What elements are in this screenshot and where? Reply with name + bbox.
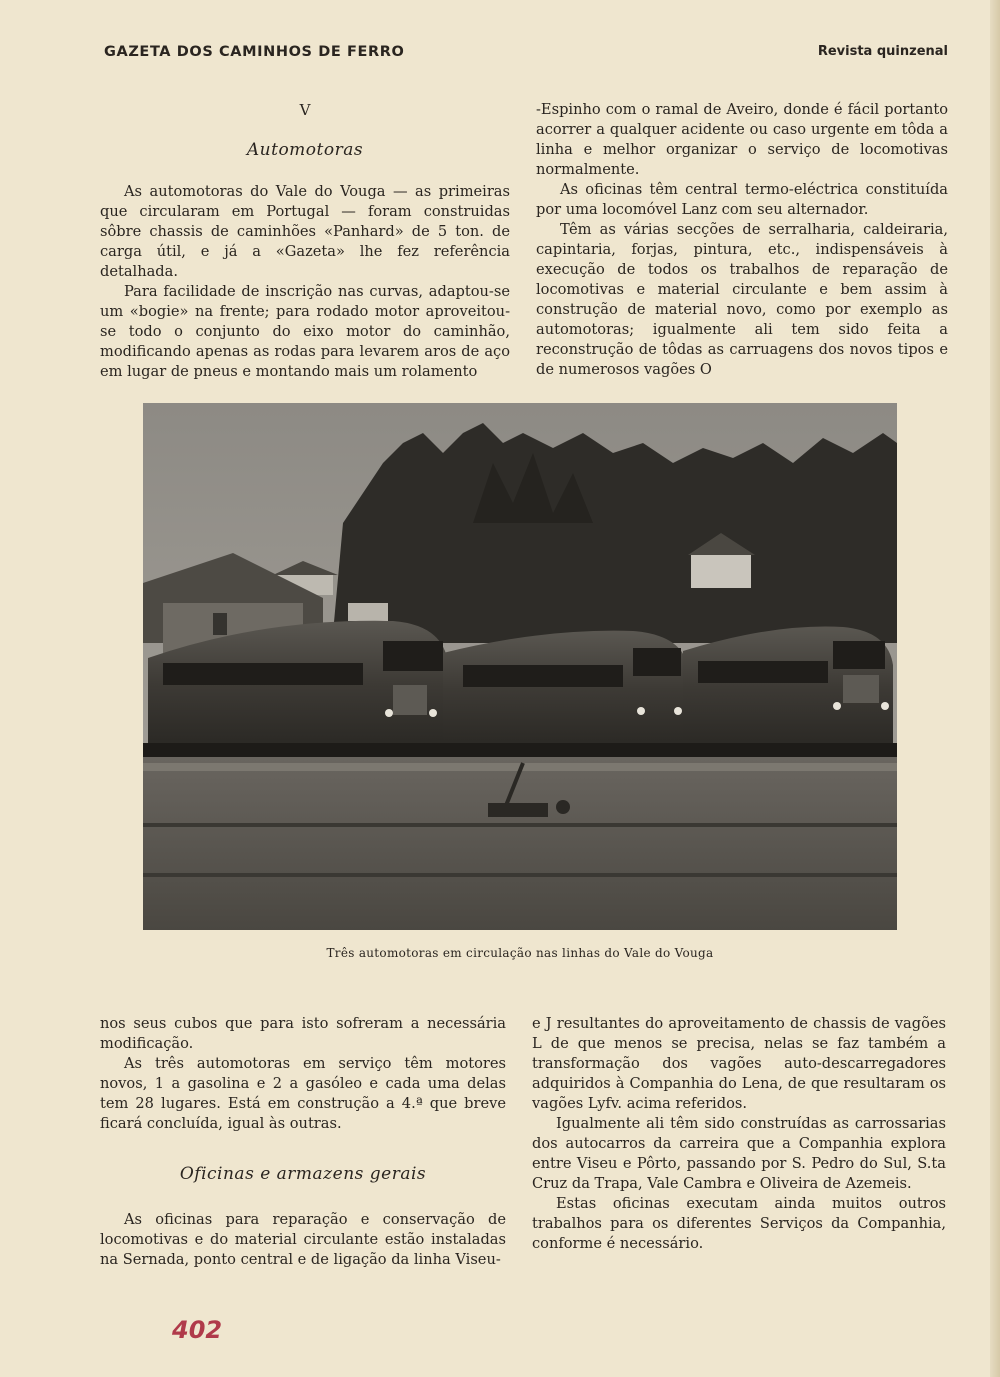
paragraph: As automotoras do Vale do Vouga — as primeiras que circularam em Portugal — foram construidas sôbre chassis de caminhões «Panhard» de 5 ton. de carga útil, e já a «Gazeta» lhe fez referência detalhada.	[100, 183, 510, 280]
paragraph: As oficinas para reparação e conservação de locomotivas e do material circulante estão instaladas na Sernada, ponto central e de ligação da linha Viseu-	[100, 1211, 506, 1268]
page-number: 402	[172, 1316, 223, 1344]
railcars-photo	[143, 403, 897, 930]
paragraph: nos seus cubos que para isto sofreram a necessária modificação.	[100, 1015, 506, 1052]
section-number: V	[299, 101, 311, 119]
paragraph: Igualmente ali têm sido construídas as carrossarias dos autocarros da carreira que a Companhia explora entre Viseu e Pôrto, passando por S. Pedro do Sul, S.ta Cruz da Trapa, Vale Cambra e Oliveira de Azemeis.	[532, 1115, 946, 1192]
section-title: Automotoras	[246, 140, 364, 160]
paragraph: As três automotoras em serviço têm motores novos, 1 a gasolina e 2 a gasóleo e cada uma delas tem 28 lugares. Está em construção a 4.ª que breve ficará concluída, igual às outras.	[100, 1055, 506, 1132]
column-right-top	[536, 100, 948, 380]
section-title: Oficinas e armazens gerais	[179, 1164, 427, 1184]
column-right-bottom	[532, 1014, 946, 1254]
paragraph: e J resultantes do aproveitamento de chassis de vagões L de que menos se precisa, nelas se faz também a transformação dos vagões auto-descarregadores adquiridos à Companhia do Lena, de que resultaram os vagões Lyfv. acima referidos.	[532, 1015, 946, 1112]
column-left-top	[100, 100, 510, 382]
railcars-photo-illustration	[143, 403, 897, 930]
paragraph: Têm as várias secções de serralharia, caldeiraria, capintaria, forjas, pintura, etc., indispensáveis à execução de todos os trabalhos de reparação de locomotivas e material circulante e bem assim à construção de material novo, como por exemplo as automotoras; igualmente ali tem sido feita a reconstrução de tôdas as carruagens dos novos tipos e de numerosos vagões O	[536, 221, 948, 378]
paragraph: Estas oficinas executam ainda muitos outros trabalhos para os diferentes Serviços da Companhia, conforme é necessário.	[532, 1195, 946, 1252]
column-left-bottom	[100, 1014, 506, 1270]
publication-title: GAZETA DOS CAMINHOS DE FERRO	[104, 44, 405, 60]
paragraph: -Espinho com o ramal de Aveiro, donde é fácil portanto acorrer a qualquer acidente ou caso urgente em tôda a linha e melhor organizar o serviço de locomotivas normalmente.	[536, 101, 948, 178]
paragraph: As oficinas têm central termo-eléctrica constituída por uma locomóvel Lanz com seu alternador.	[536, 181, 948, 218]
photo-caption: Três automotoras em circulação nas linhas do Vale do Vouga	[326, 946, 714, 960]
paragraph: Para facilidade de inscrição nas curvas, adaptou-se um «bogie» na frente; para rodado motor aproveitou-se todo o conjunto do eixo motor do caminhão, modificando apenas as rodas para levarem aros de aço em lugar de pneus e montando mais um rolamento	[100, 283, 510, 380]
publication-subtitle: Revista quinzenal	[817, 44, 948, 59]
page-edge	[990, 0, 1000, 1377]
